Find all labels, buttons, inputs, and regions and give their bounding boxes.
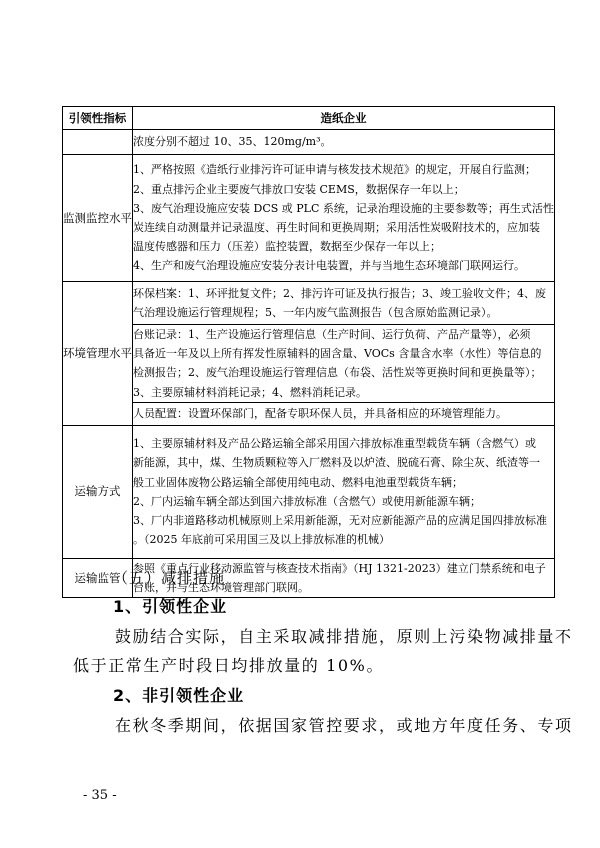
paragraph-line: 在秋冬季期间，依据国家管控要求，或地方年度任务、专项 — [115, 716, 573, 735]
transport-requirements — [133, 425, 555, 558]
table-row — [63, 402, 555, 425]
requirement-line: 人员配置：设置环保部门，配备专职环保人员，并具备相应的环境管理能力。 — [133, 407, 507, 421]
category-transport-monitoring: 运输监管 — [63, 558, 133, 597]
requirement-line: 炭连续自动测量并记录温度、再生时间和更换周期；采用活性炭吸附技术的，应加装 — [133, 221, 540, 234]
table-header-row — [63, 107, 555, 130]
section-subheading: （五）减排措施 — [113, 569, 226, 587]
table-row — [63, 425, 555, 558]
header-papermaking: 造纸企业 — [133, 107, 555, 130]
requirement-line: 台账记录：1、生产设施运行管理信息（生产时间、运行负荷、产品产量等），必须 — [133, 328, 531, 341]
paragraph-line: 鼓励结合实际，自主采取减排措施，原则上污染物减排量不 — [115, 627, 573, 646]
requirement-line: 台账，并与生态环境管理部门联网。 — [133, 581, 309, 595]
continuation-text: 浓度分别不超过 10、35、120mg/m³。 — [133, 130, 555, 155]
requirement-line: 4、生产和废气治理设施应安装分表计电装置，并与当地生态环境部门联网运行。 — [133, 259, 525, 273]
table-row — [63, 282, 555, 325]
requirement-line: 2、厂内运输车辆全部达到国六排放标准（含燃气）或使用新能源车辆； — [133, 494, 481, 508]
category-env-management: 环境管理水平 — [63, 282, 133, 426]
requirement-line: 3、废气治理设施应安装 DCS 或 PLC 系统，记录治理设施的主要参数等；再生式活性 — [133, 201, 554, 215]
requirement-line: 1、主要原辅材料及产品公路运输全部采用国六排放标准重型载货车辆（含燃气）或 — [133, 437, 536, 451]
requirement-line: 参照《重点行业移动源监管与核查技术指南》（HJ 1321-2023）建立门禁系统和电子 — [133, 561, 546, 575]
indicator-table — [62, 106, 555, 598]
empty-category-cell — [63, 130, 133, 155]
table-row — [63, 325, 555, 403]
header-indicator: 引领性指标 — [63, 107, 133, 130]
requirement-line: 3、主要原辅材料消耗记录；4、燃料消耗记录。 — [133, 385, 367, 399]
requirement-line: 新能源，其中，煤、生物质颗粒等入厂燃料及以炉渣、脱硫石膏、除尘灰、纸渣等一 — [133, 456, 540, 470]
requirement-line: 温度传感器和压力（压差）监控装置，数据至少保存一年以上； — [133, 240, 441, 254]
env-archive — [133, 282, 555, 325]
requirement-line: 检测报告；2、废气治理设施运行管理信息（布袋、活性炭等更换时间和更换量等）； — [133, 366, 542, 380]
item2-title: 2、非引领性企业 — [113, 686, 245, 705]
item1-title: 1、引领性企业 — [113, 597, 228, 616]
requirement-line: 1、严格按照《造纸行业排污许可证申请与核发技术规范》的规定，开展自行监测； — [133, 163, 536, 177]
paragraph-line: 低于正常生产时段日均排放量的 10%。 — [73, 656, 385, 675]
requirement-line: 2、重点排污企业主要废气排放口安装 CEMS，数据保存一年以上； — [133, 182, 465, 196]
requirement-line: 气治理设施运行管理规程；5、一年内废气监测报告（包含原始监测记录）。 — [133, 306, 498, 319]
table-row — [63, 155, 555, 282]
requirement-line: 具备近一年及以上所有挥发性原辅料的固含量、VOCs 含量含水率（水性）等信息的 — [133, 347, 542, 361]
requirement-line: 。（2025 年底前可采用国三及以上排放标准的机械） — [133, 533, 390, 547]
category-transport: 运输方式 — [63, 425, 133, 558]
requirement-line: 3、厂内非道路移动机械原则上采用新能源，无对应新能源产品的应满足国四排放标准 — [133, 514, 547, 528]
category-monitoring: 监测监控水平 — [63, 155, 133, 282]
requirement-line: 环保档案：1、环评批复文件；2、排污许可证及执行报告；3、竣工验收文件；4、废 — [133, 286, 546, 300]
monitoring-requirements — [133, 155, 555, 282]
page-number: - 35 - — [83, 788, 117, 803]
env-staffing — [133, 402, 555, 425]
requirement-line: 般工业固体废物公路运输全部使用纯电动、燃料电池重型载货车辆； — [133, 475, 463, 489]
env-ledger — [133, 325, 555, 403]
table-row — [63, 130, 555, 155]
